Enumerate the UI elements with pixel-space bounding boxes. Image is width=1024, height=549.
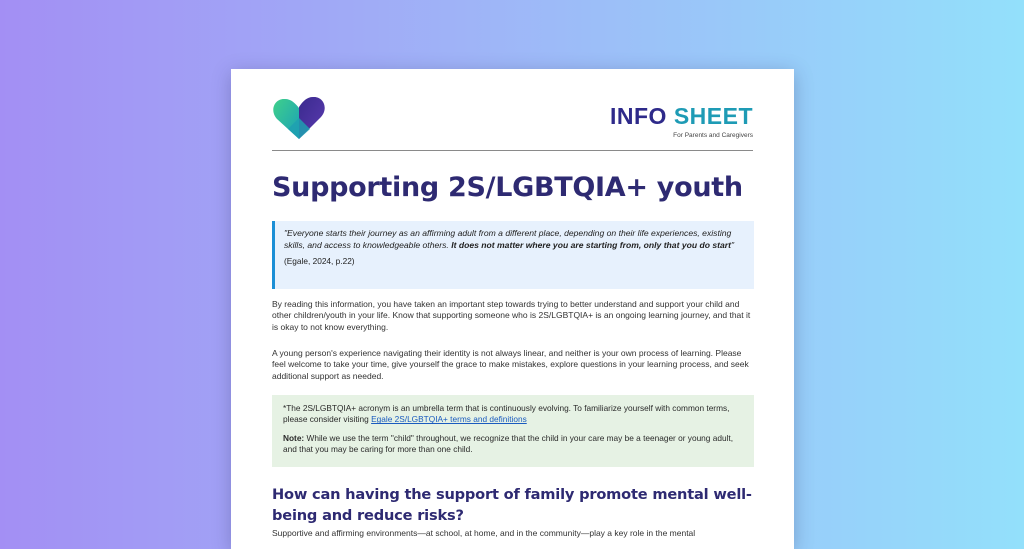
section-heading: How can having the support of family promote mental well-being and reduce risks? — [272, 486, 752, 524]
quote-text: "Everyone starts their journey as an affirming adult from a different place, depending on their life experiences, existing skills, and access to knowledgeable others. It does not matter where you are starting from, only that you do start" — [284, 228, 735, 250]
learning-paragraph: A young person's experience navigating their identity is not always linear, and neither is your own process of learning. Please feel welcome to take your time, give yourself the grace to make mistakes, explore questions in your learning process, and seek additional support as needed. — [272, 348, 749, 381]
child-term-note: Note: While we use the term "child" throughout, we recognize that the child in your care may be a teenager or young adult, and that you may be caring for more than one child. — [283, 432, 734, 454]
heart-logo-icon — [272, 95, 326, 141]
note-box — [272, 395, 754, 467]
header-divider — [272, 150, 753, 151]
intro-paragraph: By reading this information, you have taken an important step towards trying to better understand and support your child and other children/youth in your life. Know that supporting someone who is 2S/LGBTQIA+ is an ongoing learning journey, and that it is okay to not know everything. — [272, 299, 751, 332]
brand-subtitle: For Parents and Caregivers — [673, 132, 753, 139]
info-sheet-label: INFO SHEET — [609, 103, 753, 129]
info-sheet-page — [231, 69, 794, 549]
acronym-note: *The 2S/LGBTQIA+ acronym is an umbrella term that is continuously evolving. To familiarize yourself with common terms, please consider visiting Egale 2S/LGBTQIA+ terms and definitions — [283, 403, 730, 425]
egale-terms-link[interactable]: Egale 2S/LGBTQIA+ terms and definitions — [371, 414, 527, 425]
section-paragraph: Supportive and affirming environments—at school, at home, and in the community—play a key role in the mental — [272, 528, 696, 538]
brand-header — [610, 103, 753, 139]
quote-box — [272, 221, 754, 289]
page-title: Supporting 2S/LGBTQIA+ youth — [272, 172, 743, 203]
quote-citation: (Egale, 2024, p.22) — [284, 255, 355, 266]
